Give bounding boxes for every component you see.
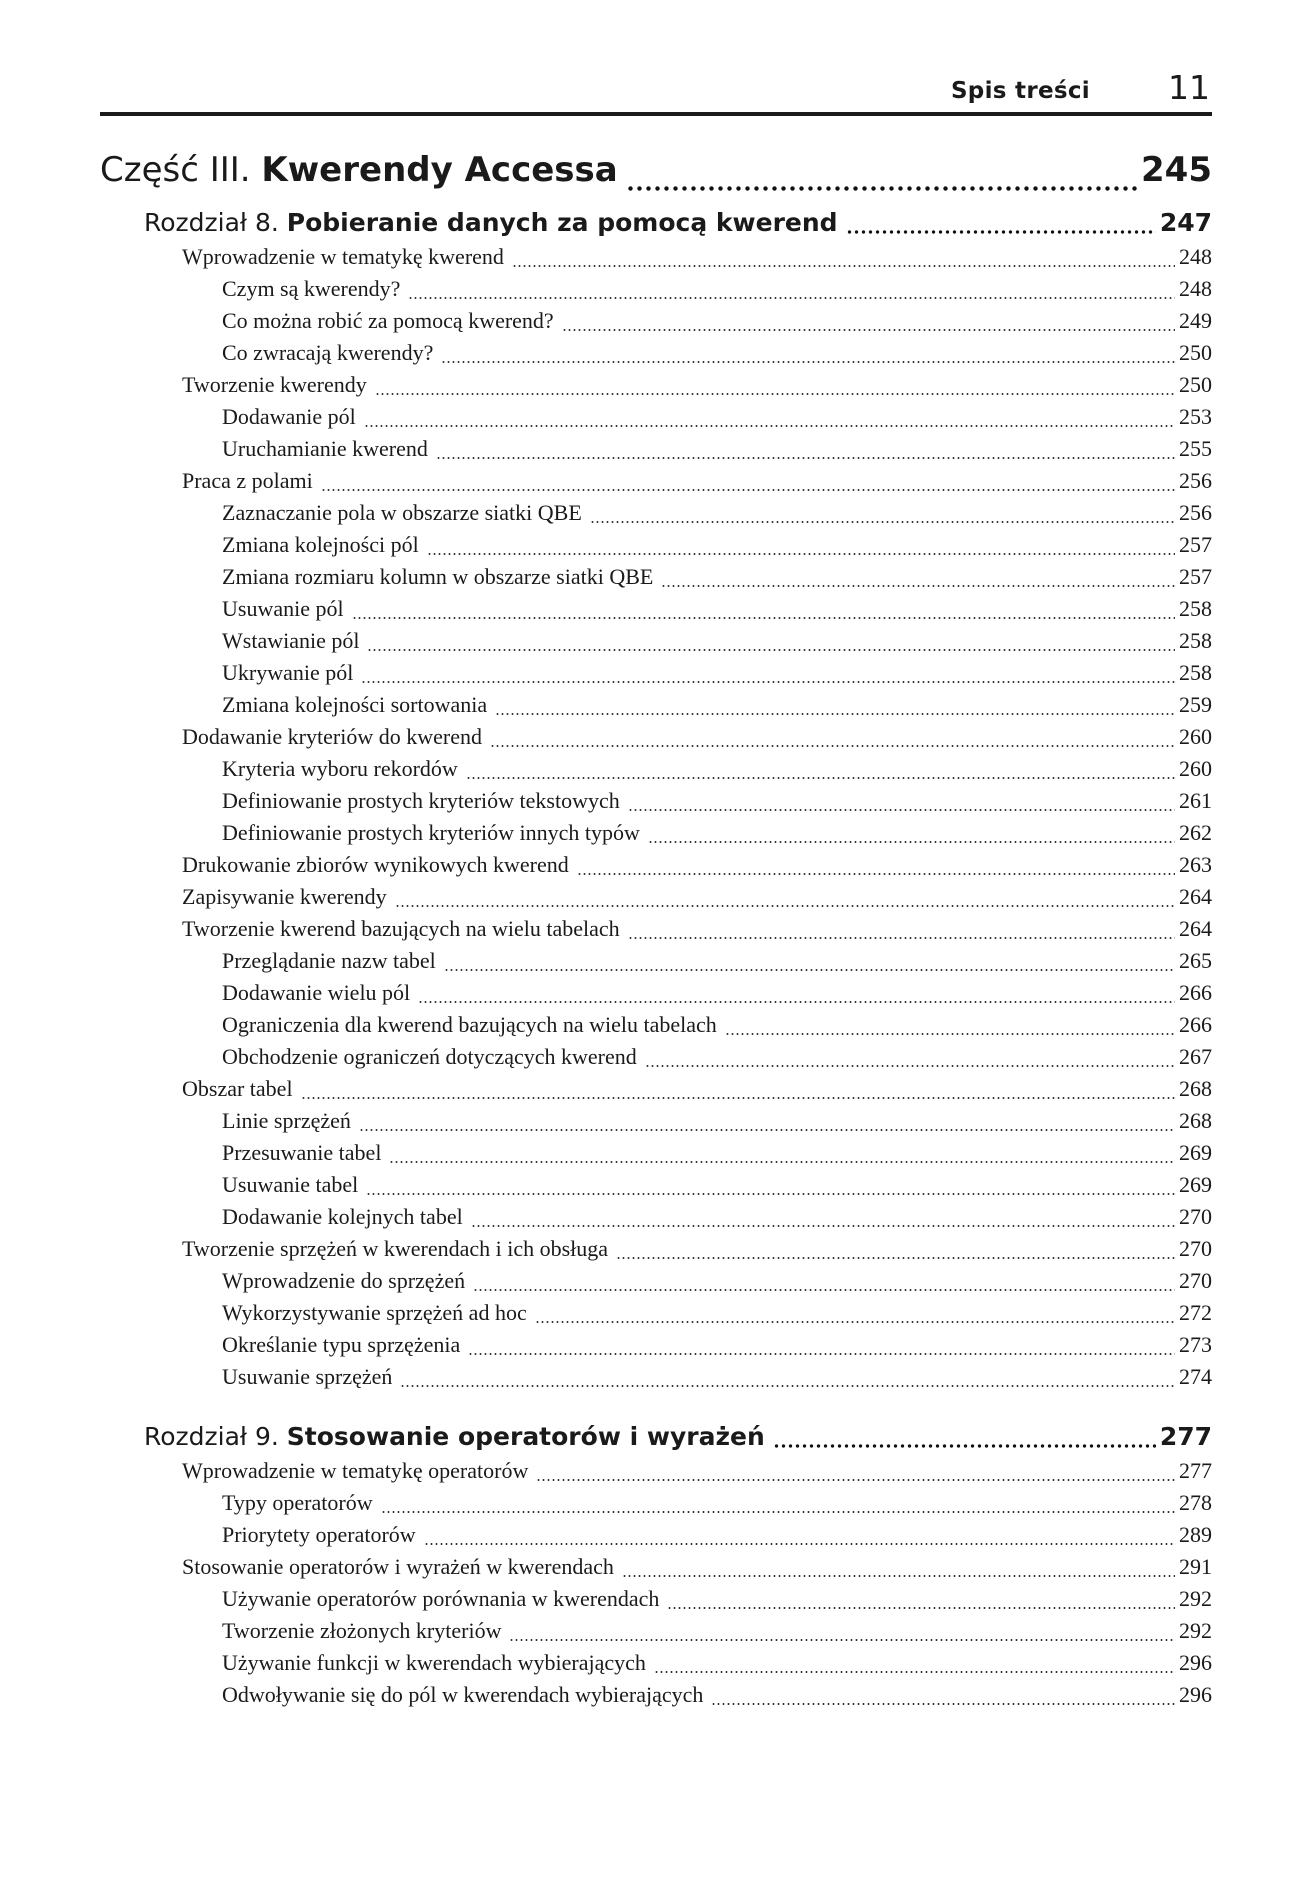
chapter-page: 277	[1159, 1422, 1212, 1451]
entry-page: 270	[1179, 1204, 1212, 1229]
dot-leader	[628, 804, 1175, 816]
toc-subsection-entry	[100, 692, 1212, 724]
toc-subsection-entry	[100, 340, 1212, 372]
entry-page: 277	[1179, 1458, 1212, 1483]
entry-title: Tworzenie kwerend bazujących na wielu tabelach	[182, 916, 620, 941]
entry-page: 272	[1179, 1300, 1212, 1325]
dot-leader	[468, 1348, 1175, 1360]
toc-subsection-entry	[100, 1172, 1212, 1204]
dot-leader	[395, 900, 1175, 912]
dot-leader	[654, 1666, 1175, 1678]
dot-leader	[846, 225, 1156, 239]
chapter-gap	[100, 1396, 1212, 1418]
toc-section-entry	[100, 852, 1212, 884]
toc-subsection-entry	[100, 276, 1212, 308]
entry-page: 264	[1179, 916, 1212, 941]
dot-leader	[301, 1092, 1175, 1104]
toc-subsection-entry	[100, 1268, 1212, 1300]
toc-subsection-entry	[100, 596, 1212, 628]
dot-leader	[444, 964, 1175, 976]
toc-subsection-entry	[100, 1108, 1212, 1140]
dot-leader	[626, 179, 1137, 198]
dot-leader	[361, 676, 1175, 688]
dot-leader	[408, 292, 1175, 304]
entry-page: 268	[1179, 1108, 1212, 1133]
toc-section-entry	[100, 724, 1212, 756]
dot-leader	[352, 612, 1175, 624]
dot-leader	[359, 1124, 1175, 1136]
toc-subsection-entry	[100, 1140, 1212, 1172]
dot-leader	[367, 644, 1175, 656]
toc-subsection-entry	[100, 1204, 1212, 1236]
entry-title: Przeglądanie nazw tabel	[222, 948, 436, 973]
dot-leader	[535, 1316, 1175, 1328]
entry-title: Obszar tabel	[182, 1076, 293, 1101]
toc-subsection-entry	[100, 980, 1212, 1012]
chapter-prefix: Rozdział 8.	[144, 208, 279, 237]
entry-page: 265	[1179, 948, 1212, 973]
dot-leader	[364, 420, 1175, 432]
dot-leader	[628, 932, 1175, 944]
entry-page: 278	[1179, 1490, 1212, 1515]
entry-title: Dodawanie kryteriów do kwerend	[182, 724, 482, 749]
dot-leader	[495, 708, 1175, 720]
page-number: 11	[1168, 68, 1210, 107]
toc-section-entry	[100, 916, 1212, 948]
entry-page: 269	[1179, 1140, 1212, 1165]
dot-leader	[471, 1220, 1175, 1232]
toc-subsection-entry	[100, 308, 1212, 340]
entry-title: Obchodzenie ograniczeń dotyczących kwerend	[222, 1044, 637, 1069]
entry-title: Zmiana rozmiaru kolumn w obszarze siatki QBE	[222, 564, 654, 589]
toc-subsection-entry	[100, 948, 1212, 980]
entry-page: 248	[1179, 276, 1212, 301]
entry-page: 256	[1179, 500, 1212, 525]
part-title	[100, 150, 618, 190]
part-name: Kwerendy Accessa	[261, 150, 618, 190]
dot-leader	[375, 388, 1175, 400]
header-rule	[100, 112, 1212, 116]
entry-title: Zaznaczanie pola w obszarze siatki QBE	[222, 500, 582, 525]
entry-page: 296	[1179, 1682, 1212, 1707]
dot-leader	[648, 836, 1175, 848]
dot-leader	[512, 260, 1175, 272]
toc-section-entry	[100, 1236, 1212, 1268]
toc-subsection-entry	[100, 1586, 1212, 1618]
entry-page: 260	[1179, 724, 1212, 749]
entry-page: 289	[1179, 1522, 1212, 1547]
entry-title: Wprowadzenie w tematykę operatorów	[182, 1458, 529, 1483]
entry-page: 274	[1179, 1364, 1212, 1389]
dot-leader	[381, 1506, 1175, 1518]
entry-page: 258	[1179, 660, 1212, 685]
entry-page: 296	[1179, 1650, 1212, 1675]
entry-page: 257	[1179, 532, 1212, 557]
dot-leader	[711, 1698, 1175, 1710]
toc-subsection-entry	[100, 1300, 1212, 1332]
chapter-title	[144, 208, 838, 237]
entry-title: Określanie typu sprzężenia	[222, 1332, 461, 1357]
entry-page: 292	[1179, 1618, 1212, 1643]
entry-title: Definiowanie prostych kryteriów tekstowych	[222, 788, 620, 813]
entry-page: 270	[1179, 1268, 1212, 1293]
dot-leader	[667, 1602, 1175, 1614]
table-of-contents	[100, 150, 1212, 1714]
toc-subsection-entry	[100, 1012, 1212, 1044]
toc-section-entry	[100, 1554, 1212, 1586]
toc-subsection-entry	[100, 564, 1212, 596]
dot-leader	[661, 580, 1175, 592]
entry-title: Wprowadzenie do sprzężeń	[222, 1268, 466, 1293]
entry-page: 263	[1179, 852, 1212, 877]
entry-page: 291	[1179, 1554, 1212, 1579]
entry-page: 266	[1179, 1012, 1212, 1037]
entry-page: 257	[1179, 564, 1212, 589]
chapter-name: Stosowanie operatorów i wyrażeń	[286, 1422, 765, 1451]
dot-leader	[562, 324, 1175, 336]
toc-subsection-entry	[100, 1490, 1212, 1522]
dot-leader	[436, 452, 1175, 464]
toc-chapter-entry	[100, 1422, 1212, 1458]
part-prefix: Część III.	[100, 150, 251, 190]
entry-title: Stosowanie operatorów i wyrażeń w kwerendach	[182, 1554, 614, 1579]
entry-page: 261	[1179, 788, 1212, 813]
chapter-name: Pobieranie danych za pomocą kwerend	[286, 208, 838, 237]
entry-title: Co można robić za pomocą kwerend?	[222, 308, 554, 333]
toc-subsection-entry	[100, 1044, 1212, 1076]
dot-leader	[473, 1284, 1175, 1296]
entry-page: 273	[1179, 1332, 1212, 1357]
toc-subsection-entry	[100, 500, 1212, 532]
chapter-page: 247	[1159, 208, 1212, 237]
dot-leader	[622, 1570, 1175, 1582]
dot-leader	[366, 1188, 1175, 1200]
toc-subsection-entry	[100, 756, 1212, 788]
toc-subsection-entry	[100, 660, 1212, 692]
entry-title: Linie sprzężeń	[222, 1108, 351, 1133]
dot-leader	[773, 1439, 1156, 1453]
entry-page: 259	[1179, 692, 1212, 717]
toc-section-entry	[100, 372, 1212, 404]
chapter-prefix: Rozdział 9.	[144, 1422, 279, 1451]
entry-page: 267	[1179, 1044, 1212, 1069]
entry-page: 256	[1179, 468, 1212, 493]
dot-leader	[577, 868, 1175, 880]
entry-page: 270	[1179, 1236, 1212, 1261]
entry-title: Czym są kwerendy?	[222, 276, 401, 301]
toc-section-entry	[100, 1458, 1212, 1490]
entry-title: Co zwracają kwerendy?	[222, 340, 434, 365]
dot-leader	[424, 1538, 1175, 1550]
toc-subsection-entry	[100, 1522, 1212, 1554]
entry-title: Odwoływanie się do pól w kwerendach wybierających	[222, 1682, 704, 1707]
dot-leader	[321, 484, 1175, 496]
entry-title: Uruchamianie kwerend	[222, 436, 428, 461]
entry-title: Tworzenie sprzężeń w kwerendach i ich obsługa	[182, 1236, 609, 1261]
dot-leader	[466, 772, 1175, 784]
toc-subsection-entry	[100, 1650, 1212, 1682]
running-header-title: Spis treści	[950, 78, 1090, 104]
entry-title: Używanie operatorów porównania w kwerendach	[222, 1586, 660, 1611]
dot-leader	[536, 1474, 1175, 1486]
dot-leader	[441, 356, 1175, 368]
dot-leader	[590, 516, 1175, 528]
entry-title: Praca z polami	[182, 468, 313, 493]
dot-leader	[427, 548, 1175, 560]
entry-page: 269	[1179, 1172, 1212, 1197]
chapter-title	[144, 1422, 765, 1451]
running-header	[100, 68, 1212, 112]
entry-title: Przesuwanie tabel	[222, 1140, 382, 1165]
entry-title: Używanie funkcji w kwerendach wybierających	[222, 1650, 646, 1675]
entry-title: Drukowanie zbiorów wynikowych kwerend	[182, 852, 569, 877]
entry-title: Tworzenie złożonych kryteriów	[222, 1618, 502, 1643]
entry-page: 250	[1179, 340, 1212, 365]
toc-chapter-entry	[100, 208, 1212, 244]
entry-title: Usuwanie sprzężeń	[222, 1364, 393, 1389]
entry-title: Priorytety operatorów	[222, 1522, 416, 1547]
entry-page: 264	[1179, 884, 1212, 909]
entry-page: 253	[1179, 404, 1212, 429]
entry-title: Ukrywanie pól	[222, 660, 354, 685]
entry-title: Zapisywanie kwerendy	[182, 884, 387, 909]
entry-page: 250	[1179, 372, 1212, 397]
entry-title: Ograniczenia dla kwerend bazujących na wielu tabelach	[222, 1012, 717, 1037]
toc-subsection-entry	[100, 788, 1212, 820]
entry-page: 260	[1179, 756, 1212, 781]
toc-subsection-entry	[100, 1364, 1212, 1396]
dot-leader	[400, 1380, 1175, 1392]
dot-leader	[389, 1156, 1175, 1168]
dot-leader	[616, 1252, 1175, 1264]
entry-title: Dodawanie pól	[222, 404, 356, 429]
dot-leader	[509, 1634, 1175, 1646]
entry-title: Kryteria wyboru rekordów	[222, 756, 458, 781]
entry-title: Usuwanie tabel	[222, 1172, 359, 1197]
entry-title: Usuwanie pól	[222, 596, 344, 621]
toc-section-entry	[100, 244, 1212, 276]
dot-leader	[418, 996, 1175, 1008]
entry-page: 248	[1179, 244, 1212, 269]
entry-title: Typy operatorów	[222, 1490, 373, 1515]
entry-page: 292	[1179, 1586, 1212, 1611]
entry-page: 258	[1179, 596, 1212, 621]
toc-subsection-entry	[100, 436, 1212, 468]
entry-page: 258	[1179, 628, 1212, 653]
toc-subsection-entry	[100, 1332, 1212, 1364]
entry-page: 249	[1179, 308, 1212, 333]
entry-title: Tworzenie kwerendy	[182, 372, 367, 397]
toc-subsection-entry	[100, 404, 1212, 436]
toc-part-entry	[100, 150, 1212, 204]
dot-leader	[490, 740, 1175, 752]
toc-subsection-entry	[100, 532, 1212, 564]
entry-title: Dodawanie wielu pól	[222, 980, 411, 1005]
entry-title: Wprowadzenie w tematykę kwerend	[182, 244, 504, 269]
entry-title: Dodawanie kolejnych tabel	[222, 1204, 463, 1229]
toc-section-entry	[100, 1076, 1212, 1108]
toc-subsection-entry	[100, 628, 1212, 660]
dot-leader	[725, 1028, 1175, 1040]
entry-page: 262	[1179, 820, 1212, 845]
entry-page: 255	[1179, 436, 1212, 461]
toc-subsection-entry	[100, 1618, 1212, 1650]
entry-title: Zmiana kolejności sortowania	[222, 692, 488, 717]
toc-section-entry	[100, 884, 1212, 916]
entry-title: Zmiana kolejności pól	[222, 532, 419, 557]
entry-title: Wstawianie pól	[222, 628, 360, 653]
entry-page: 268	[1179, 1076, 1212, 1101]
toc-section-entry	[100, 468, 1212, 500]
entry-title: Wykorzystywanie sprzężeń ad hoc	[222, 1300, 527, 1325]
entry-page: 266	[1179, 980, 1212, 1005]
entry-title: Definiowanie prostych kryteriów innych typów	[222, 820, 640, 845]
part-page: 245	[1141, 150, 1212, 190]
dot-leader	[645, 1060, 1175, 1072]
toc-subsection-entry	[100, 820, 1212, 852]
toc-subsection-entry	[100, 1682, 1212, 1714]
